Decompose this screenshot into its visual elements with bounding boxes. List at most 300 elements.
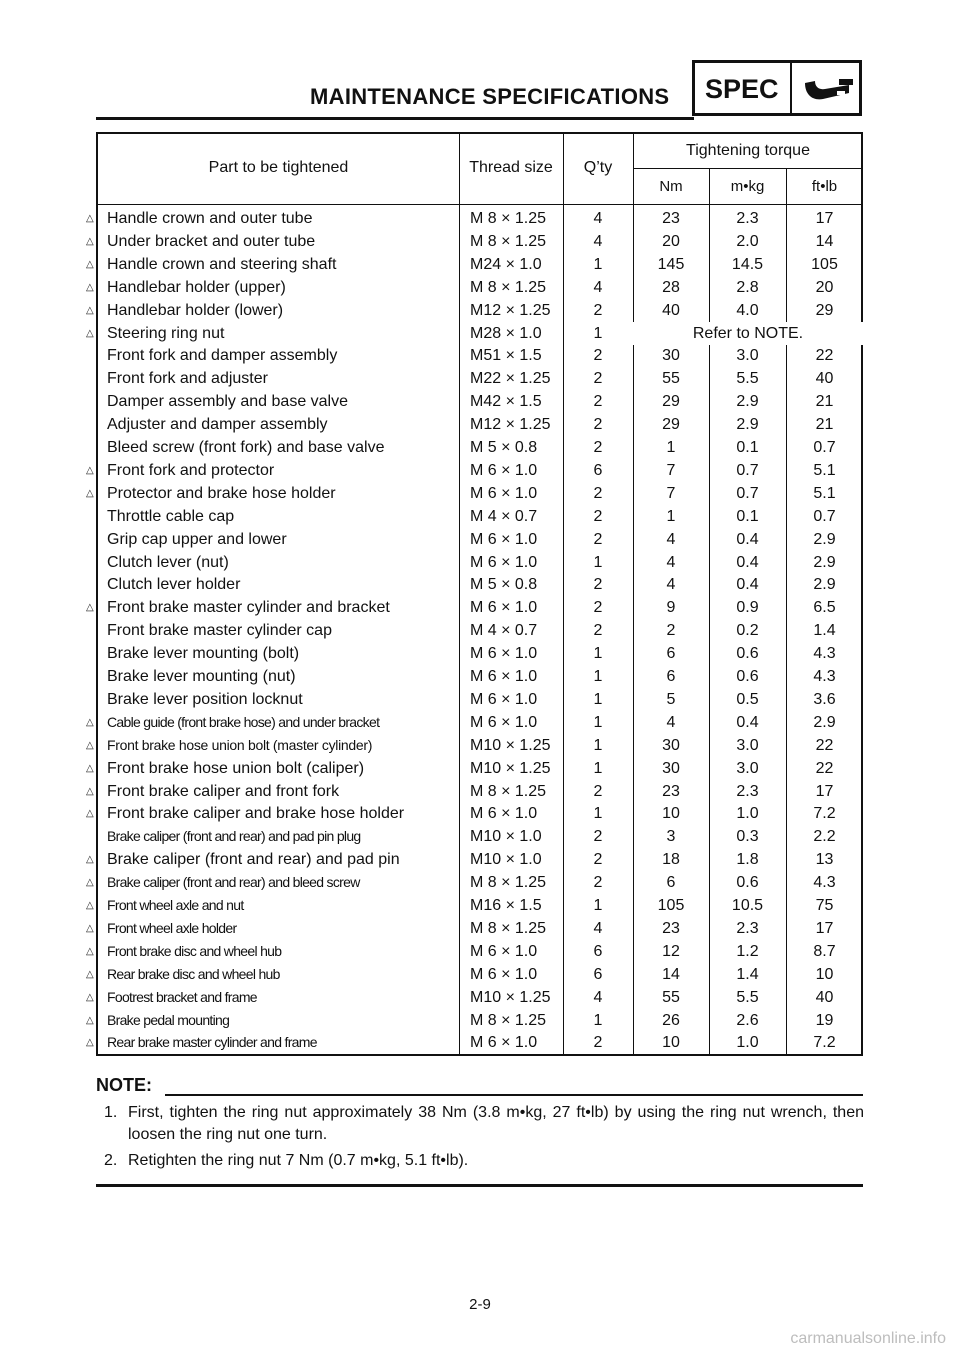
cell-qty: 4 xyxy=(593,988,603,1006)
cell-mkg: 2.3 xyxy=(736,210,759,227)
cell-thread: M 8 × 1.25 xyxy=(470,782,547,800)
cell-qty: 2 xyxy=(593,370,603,388)
header-rule xyxy=(96,117,694,120)
cell-mkg: 3.0 xyxy=(736,759,759,777)
cell-mkg: 1.0 xyxy=(736,1034,759,1052)
cell-qty: 2 xyxy=(593,416,603,434)
cell-ftlb: 19 xyxy=(815,1011,834,1029)
cell-nm: 5 xyxy=(666,690,676,708)
cell-ftlb: 22 xyxy=(815,759,834,777)
cell-qty: 6 xyxy=(593,965,603,983)
cell-qty: 2 xyxy=(593,439,603,456)
table-row xyxy=(98,322,863,345)
cell-ftlb: 21 xyxy=(815,416,834,434)
cell-nm: 1 xyxy=(666,439,676,456)
cell-nm: 18 xyxy=(662,851,680,869)
cell-qty: 2 xyxy=(593,576,603,594)
table-row xyxy=(98,848,863,871)
watermark: carmanualsonline.info xyxy=(790,1330,946,1347)
note-item-number: 1. xyxy=(104,1104,118,1121)
cell-nm: 9 xyxy=(666,599,676,617)
cell-mkg: 0.4 xyxy=(736,530,759,548)
cell-nm: 3 xyxy=(666,828,676,846)
cell-thread: M16 × 1.5 xyxy=(470,897,542,914)
cell-thread: M 6 × 1.0 xyxy=(470,690,538,708)
cell-part: Front brake caliper and front fork xyxy=(107,782,340,800)
note-item-text: Retighten the ring nut 7 Nm (0.7 m•kg, 5.1 ft•lb). xyxy=(128,1152,469,1169)
cell-qty: 2 xyxy=(593,347,603,365)
cell-nm: 40 xyxy=(662,301,680,319)
cell-nm: 10 xyxy=(662,805,680,823)
cell-ftlb: 40 xyxy=(815,370,834,388)
triangle-icon: △ xyxy=(86,258,94,270)
cell-part: Front fork and damper assembly xyxy=(107,347,338,365)
note-item-number: 2. xyxy=(104,1152,118,1169)
cell-nm: 30 xyxy=(662,347,680,365)
cell-part: Steering ring nut xyxy=(107,324,225,342)
cell-qty: 2 xyxy=(593,782,603,800)
cell-mkg: 5.5 xyxy=(736,370,759,388)
table-row xyxy=(98,894,863,917)
cell-nm: 4 xyxy=(666,713,676,731)
cell-part: Grip cap upper and lower xyxy=(107,530,287,548)
cell-mkg: 2.9 xyxy=(736,416,759,434)
cell-nm: 145 xyxy=(657,255,685,273)
table-row xyxy=(98,573,863,596)
cell-thread: M10 × 1.25 xyxy=(470,988,551,1006)
cell-nm: 4 xyxy=(666,530,676,548)
triangle-icon: △ xyxy=(86,487,94,499)
note-item-text: First, tighten the ring nut approximately 38 Nm (3.8 m•kg, 27 ft•lb) by using the ring nut wrench, then loosen the ring nut one turn. xyxy=(128,1104,864,1143)
cell-part: Brake lever position locknut xyxy=(107,690,303,708)
cell-nm: 23 xyxy=(662,210,680,227)
cell-qty: 1 xyxy=(593,553,603,571)
cell-qty: 1 xyxy=(593,759,603,777)
table-row xyxy=(98,688,863,711)
table-row xyxy=(98,917,863,940)
cell-nm: 30 xyxy=(662,759,680,777)
page-title: MAINTENANCE SPECIFICATIONS xyxy=(310,84,670,109)
header-ftlb: ft•lb xyxy=(811,178,838,195)
cell-qty: 1 xyxy=(593,255,603,273)
cell-qty: 1 xyxy=(593,805,603,823)
cell-ftlb: 8.7 xyxy=(813,942,836,960)
cell-ftlb: 7.2 xyxy=(813,1034,836,1052)
cell-part: Footrest bracket and frame xyxy=(107,988,257,1005)
cell-ftlb: 2.9 xyxy=(813,530,836,548)
cell-thread: M 4 × 0.7 xyxy=(470,622,538,640)
cell-nm: 6 xyxy=(666,668,676,685)
cell-ftlb: 22 xyxy=(815,736,834,754)
cell-thread: M22 × 1.25 xyxy=(470,370,551,388)
cell-part: Front wheel axle and nut xyxy=(107,897,244,913)
cell-part: Front brake master cylinder and bracket xyxy=(107,599,390,617)
cell-nm: 6 xyxy=(666,874,676,892)
cell-nm: 29 xyxy=(662,393,680,411)
cell-nm: 12 xyxy=(662,942,680,960)
triangle-icon: △ xyxy=(86,464,94,476)
spec-badge xyxy=(692,60,862,116)
cell-ftlb: 22 xyxy=(815,347,834,365)
cell-ftlb: 4.3 xyxy=(813,874,836,892)
cell-thread: M 6 × 1.0 xyxy=(470,599,538,617)
cell-nm: 23 xyxy=(662,919,680,937)
cell-thread: M10 × 1.0 xyxy=(470,828,542,846)
table-row xyxy=(98,871,863,894)
triangle-icon: △ xyxy=(86,762,94,774)
cell-part: Handlebar holder (lower) xyxy=(107,301,284,319)
cell-mkg: 14.5 xyxy=(731,255,764,273)
cell-thread: M 4 × 0.7 xyxy=(470,507,538,525)
cell-mkg: 1.0 xyxy=(736,805,759,823)
cell-mkg: 0.4 xyxy=(736,713,759,731)
triangle-icon: △ xyxy=(86,968,94,980)
cell-mkg: 2.6 xyxy=(736,1011,759,1029)
cell-nm: 6 xyxy=(666,645,676,663)
triangle-icon: △ xyxy=(86,602,94,614)
cell-part: Front brake hose union bolt (caliper) xyxy=(107,759,365,777)
triangle-icon: △ xyxy=(86,991,94,1003)
table-row xyxy=(98,642,863,665)
cell-ftlb: 5.1 xyxy=(813,461,836,479)
table-row xyxy=(98,482,863,505)
header-subrule xyxy=(633,168,863,169)
triangle-icon: △ xyxy=(86,739,94,751)
cell-thread: M 6 × 1.0 xyxy=(470,461,538,479)
cell-thread: M12 × 1.25 xyxy=(470,301,551,319)
cell-nm: 1 xyxy=(666,507,676,525)
table-row xyxy=(98,276,863,299)
cell-qty: 6 xyxy=(593,942,603,960)
cell-ftlb: 0.7 xyxy=(813,439,836,456)
cell-part: Clutch lever (nut) xyxy=(107,553,229,571)
cell-ftlb: 17 xyxy=(815,919,834,937)
cell-part: Damper assembly and base valve xyxy=(107,393,349,411)
triangle-icon: △ xyxy=(86,235,94,247)
triangle-icon: △ xyxy=(86,1037,94,1049)
cell-qty: 1 xyxy=(593,645,603,663)
cell-nm: 20 xyxy=(662,232,680,250)
cell-ftlb: 4.3 xyxy=(813,645,836,663)
cell-part: Rear brake disc and wheel hub xyxy=(107,965,280,982)
header-part: Part to be tightened xyxy=(208,159,349,176)
cell-thread: M 5 × 0.8 xyxy=(470,576,538,594)
cell-thread: M 6 × 1.0 xyxy=(470,713,538,731)
table-row xyxy=(98,1009,863,1032)
cell-thread: M 6 × 1.0 xyxy=(470,553,538,571)
cell-qty: 1 xyxy=(593,324,603,342)
cell-part: Front wheel axle holder xyxy=(107,919,237,936)
cell-nm: 23 xyxy=(662,782,680,800)
triangle-icon: △ xyxy=(86,877,94,889)
cell-qty: 1 xyxy=(593,736,603,754)
cell-thread: M28 × 1.0 xyxy=(470,324,542,342)
triangle-icon: △ xyxy=(86,327,94,339)
cell-thread: M 8 × 1.25 xyxy=(470,919,547,937)
triangle-icon: △ xyxy=(86,281,94,293)
cell-qty: 4 xyxy=(593,919,603,937)
triangle-icon: △ xyxy=(86,854,94,866)
triangle-icon: △ xyxy=(86,716,94,728)
cell-thread: M 6 × 1.0 xyxy=(470,530,538,548)
cell-qty: 2 xyxy=(593,599,603,617)
cell-nm: 105 xyxy=(657,897,685,914)
cell-mkg: 1.2 xyxy=(736,942,759,960)
table-row xyxy=(98,711,863,734)
cell-thread: M24 × 1.0 xyxy=(470,255,542,273)
cell-qty: 2 xyxy=(593,874,603,892)
cell-part: Brake caliper (front and rear) and pad pin plug xyxy=(107,828,361,845)
cell-mkg: 10.5 xyxy=(731,897,764,914)
table-row xyxy=(98,230,863,253)
cell-mkg: 5.5 xyxy=(736,988,759,1006)
table-row xyxy=(98,344,863,367)
cell-nm: 26 xyxy=(662,1011,680,1029)
cell-mkg: 0.6 xyxy=(736,668,759,685)
cell-mkg: 0.7 xyxy=(736,484,759,502)
torque-spec-table xyxy=(96,132,863,1056)
cell-part: Protector and brake hose holder xyxy=(107,484,336,502)
cell-ftlb: 75 xyxy=(815,897,834,914)
cell-thread: M42 × 1.5 xyxy=(470,393,542,411)
cell-part: Front brake hose union bolt (master cylinder) xyxy=(107,736,373,753)
cell-nm: 7 xyxy=(666,461,676,479)
cell-part: Brake pedal mounting xyxy=(107,1011,230,1028)
cell-part: Clutch lever holder xyxy=(107,576,241,594)
cell-ftlb: 105 xyxy=(811,255,838,273)
cell-mkg: 2.3 xyxy=(736,782,759,800)
note-label: NOTE: xyxy=(96,1075,152,1095)
cell-nm: 14 xyxy=(662,965,680,983)
cell-thread: M51 × 1.5 xyxy=(470,347,542,365)
cell-qty: 2 xyxy=(593,530,603,548)
cell-nm: 4 xyxy=(666,553,676,571)
table-row xyxy=(98,459,863,482)
cell-mkg: 3.0 xyxy=(736,736,759,754)
table-row xyxy=(98,299,863,322)
cell-mkg: 0.6 xyxy=(736,874,759,892)
table-row xyxy=(98,596,863,619)
cell-part: Front fork and adjuster xyxy=(107,370,268,388)
header-qty: Q’ty xyxy=(583,159,613,176)
cell-thread: M 6 × 1.0 xyxy=(470,668,538,685)
cell-ftlb: 14 xyxy=(815,232,834,250)
cell-qty: 2 xyxy=(593,507,603,525)
cell-ftlb: 13 xyxy=(815,851,834,869)
cell-mkg: 0.2 xyxy=(736,622,759,640)
cell-thread: M 8 × 1.25 xyxy=(470,232,547,250)
cell-qty: 2 xyxy=(593,828,603,846)
cell-ftlb: 4.3 xyxy=(813,668,836,685)
table-row xyxy=(98,528,863,551)
cell-nm: 2 xyxy=(666,622,676,640)
cell-qty: 1 xyxy=(593,690,603,708)
cell-mkg: 3.0 xyxy=(736,347,759,365)
cell-mkg: 1.8 xyxy=(736,851,759,869)
cell-ftlb: 17 xyxy=(815,782,834,800)
cell-mkg: 2.0 xyxy=(736,232,759,250)
cell-qty: 1 xyxy=(593,713,603,731)
cell-part: Cable guide (front brake hose) and under bracket xyxy=(107,713,380,730)
cell-ftlb: 17 xyxy=(815,210,834,227)
cell-qty: 4 xyxy=(593,210,603,227)
cell-part: Throttle cable cap xyxy=(107,507,235,525)
cell-qty: 1 xyxy=(593,897,603,914)
header-torque: Tightening torque xyxy=(686,142,810,159)
cell-part: Front brake caliper and brake hose holder xyxy=(107,805,405,823)
cell-thread: M 8 × 1.25 xyxy=(470,210,547,227)
note-rule-bottom xyxy=(96,1184,863,1187)
table-row xyxy=(98,390,863,413)
cell-ftlb: 1.4 xyxy=(813,622,836,640)
cell-part: Brake caliper (front and rear) and pad pin xyxy=(107,851,400,869)
table-row xyxy=(98,505,863,528)
cell-part: Brake lever mounting (nut) xyxy=(107,668,296,685)
triangle-icon: △ xyxy=(86,785,94,797)
cell-thread: M 8 × 1.25 xyxy=(470,1011,547,1029)
table-row xyxy=(98,734,863,757)
table-row xyxy=(98,367,863,390)
cell-thread: M 6 × 1.0 xyxy=(470,942,538,960)
cell-thread: M12 × 1.25 xyxy=(470,416,551,434)
cell-ftlb: 7.2 xyxy=(813,805,836,823)
cell-mkg: 0.1 xyxy=(736,507,759,525)
table-row xyxy=(98,940,863,963)
cell-thread: M 8 × 1.25 xyxy=(470,874,547,892)
cell-qty: 6 xyxy=(593,461,603,479)
table-row xyxy=(98,986,863,1009)
triangle-icon: △ xyxy=(86,900,94,911)
cell-ftlb: 2.9 xyxy=(813,713,836,731)
cell-note: Refer to NOTE. xyxy=(633,322,863,345)
cell-thread: M 8 × 1.25 xyxy=(470,278,547,296)
header-rule-bottom xyxy=(98,204,863,205)
cell-mkg: 2.9 xyxy=(736,393,759,411)
page-number: 2-9 xyxy=(469,1296,491,1313)
table-row xyxy=(98,963,863,986)
cell-mkg: 0.4 xyxy=(736,576,759,594)
cell-ftlb: 40 xyxy=(815,988,834,1006)
cell-thread: M 6 × 1.0 xyxy=(470,805,538,823)
spec-badge-divider xyxy=(790,63,792,113)
cell-ftlb: 10 xyxy=(815,965,834,983)
cell-nm: 4 xyxy=(666,576,676,594)
cell-part: Rear brake master cylinder and frame xyxy=(107,1034,317,1051)
cell-part: Handle crown and steering shaft xyxy=(107,255,337,273)
cell-part: Under bracket and outer tube xyxy=(107,232,316,250)
spec-badge-label: SPEC xyxy=(705,74,779,104)
cell-thread: M10 × 1.25 xyxy=(470,759,551,777)
cell-nm: 29 xyxy=(662,416,680,434)
cell-part: Handle crown and outer tube xyxy=(107,210,313,227)
cell-part: Front brake disc and wheel hub xyxy=(107,942,282,959)
table-row xyxy=(98,665,863,688)
triangle-icon: △ xyxy=(86,1014,94,1026)
header-nm: Nm xyxy=(659,178,683,195)
cell-mkg: 0.7 xyxy=(736,461,759,479)
cell-qty: 2 xyxy=(593,622,603,640)
table-row xyxy=(98,1031,863,1054)
cell-nm: 10 xyxy=(662,1034,680,1052)
cell-qty: 2 xyxy=(593,1034,603,1052)
cell-ftlb: 0.7 xyxy=(813,507,836,525)
cell-mkg: 2.8 xyxy=(736,278,759,296)
cell-mkg: 0.9 xyxy=(736,599,759,617)
cell-qty: 2 xyxy=(593,301,603,319)
cell-part: Adjuster and damper assembly xyxy=(107,416,328,434)
note-rule-top xyxy=(165,1094,863,1096)
cell-thread: M 6 × 1.0 xyxy=(470,484,538,502)
cell-ftlb: 20 xyxy=(815,278,834,296)
cell-nm: 28 xyxy=(662,278,680,296)
cell-thread: M 6 × 1.0 xyxy=(470,645,538,663)
cell-qty: 2 xyxy=(593,851,603,869)
cell-mkg: 0.6 xyxy=(736,645,759,663)
cell-ftlb: 6.5 xyxy=(813,599,836,617)
cell-nm: 55 xyxy=(662,988,680,1006)
triangle-icon: △ xyxy=(86,922,94,934)
table-row xyxy=(98,207,863,230)
cell-part: Brake lever mounting (bolt) xyxy=(107,645,300,663)
cell-part: Front fork and protector xyxy=(107,461,275,479)
cell-mkg: 4.0 xyxy=(736,301,759,319)
cell-ftlb: 5.1 xyxy=(813,484,836,502)
cell-qty: 1 xyxy=(593,668,603,685)
cell-ftlb: 29 xyxy=(815,301,834,319)
cell-mkg: 0.5 xyxy=(736,690,759,708)
cell-thread: M 6 × 1.0 xyxy=(470,1034,538,1052)
table-row xyxy=(98,802,863,825)
cell-thread: M10 × 1.25 xyxy=(470,736,551,754)
cell-mkg: 1.4 xyxy=(736,965,759,983)
cell-nm: 55 xyxy=(662,370,680,388)
cell-ftlb: 2.9 xyxy=(813,576,836,594)
cell-mkg: 0.1 xyxy=(736,439,759,456)
cell-qty: 4 xyxy=(593,232,603,250)
cell-part: Handlebar holder (upper) xyxy=(107,278,286,296)
triangle-icon: △ xyxy=(86,304,94,316)
cell-thread: M10 × 1.0 xyxy=(470,851,542,869)
table-row xyxy=(98,551,863,574)
wrench-icon xyxy=(799,69,855,109)
table-row xyxy=(98,436,863,459)
cell-nm: 30 xyxy=(662,736,680,754)
triangle-icon: △ xyxy=(86,213,94,224)
cell-mkg: 2.3 xyxy=(736,919,759,937)
cell-mkg: 0.4 xyxy=(736,553,759,571)
table-row xyxy=(98,253,863,276)
header-thread: Thread size xyxy=(469,159,553,176)
table-row xyxy=(98,757,863,780)
cell-part: Brake caliper (front and rear) and bleed screw xyxy=(107,874,360,891)
cell-qty: 4 xyxy=(593,278,603,296)
table-row xyxy=(98,825,863,848)
cell-qty: 1 xyxy=(593,1011,603,1029)
cell-thread: M 6 × 1.0 xyxy=(470,965,538,983)
cell-qty: 2 xyxy=(593,393,603,411)
header-mkg: m•kg xyxy=(730,178,765,195)
cell-ftlb: 21 xyxy=(815,393,834,411)
triangle-icon: △ xyxy=(86,808,94,820)
table-row xyxy=(98,413,863,436)
table-row xyxy=(98,780,863,803)
cell-ftlb: 2.2 xyxy=(813,828,836,846)
cell-ftlb: 3.6 xyxy=(813,690,836,708)
cell-part: Bleed screw (front fork) and base valve xyxy=(107,439,385,456)
cell-qty: 2 xyxy=(593,484,603,502)
triangle-icon: △ xyxy=(86,945,94,957)
cell-mkg: 0.3 xyxy=(736,828,759,846)
